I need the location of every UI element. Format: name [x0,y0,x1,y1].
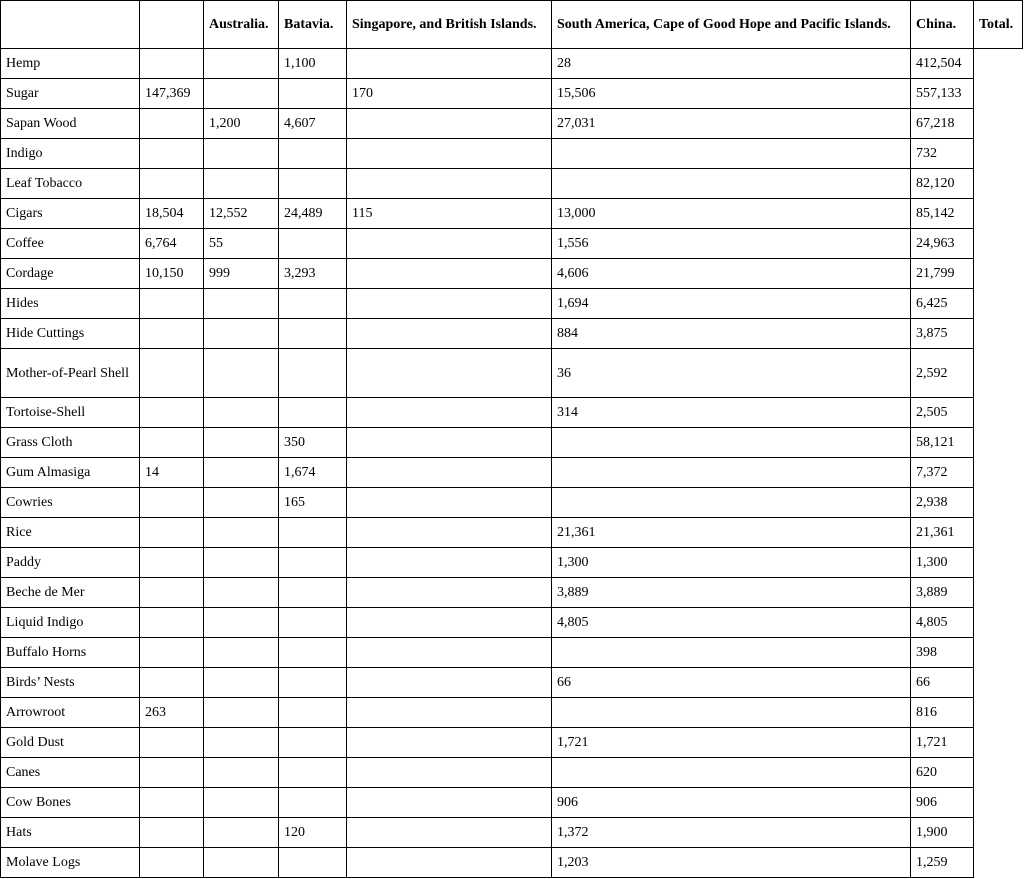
cell-item: Liquid Indigo [1,608,140,638]
cell-col-1 [140,109,204,139]
cell-batavia [279,848,347,878]
cell-australia [204,428,279,458]
cell-batavia: 24,489 [279,199,347,229]
cell-south-america: 1,300 [552,548,911,578]
cell-china: 82,120 [911,169,974,199]
table-row [1,229,1023,259]
cell-singapore [347,458,552,488]
cell-china: 6,425 [911,289,974,319]
table-row [1,818,1023,848]
cell-china: 1,900 [911,818,974,848]
cell-south-america [552,638,911,668]
cell-china: 557,133 [911,79,974,109]
cell-south-america: 1,372 [552,818,911,848]
table-row [1,289,1023,319]
cell-item: Mother-of-Pearl Shell [1,349,140,398]
header-row [1,1,1023,49]
cell-australia [204,349,279,398]
cell-col-1 [140,638,204,668]
cell-south-america: 15,506 [552,79,911,109]
cell-singapore [347,608,552,638]
cell-batavia: 120 [279,818,347,848]
cell-batavia: 1,674 [279,458,347,488]
cell-australia [204,458,279,488]
table-row [1,548,1023,578]
cell-singapore [347,668,552,698]
cell-south-america: 27,031 [552,109,911,139]
cell-batavia: 3,293 [279,259,347,289]
table-row [1,169,1023,199]
table-row [1,848,1023,878]
cell-singapore [347,109,552,139]
table-row [1,728,1023,758]
cell-total-empty [974,818,1023,848]
cell-china: 1,300 [911,548,974,578]
cell-col-1 [140,788,204,818]
cell-col-1 [140,818,204,848]
cell-total-empty [974,548,1023,578]
cell-batavia [279,608,347,638]
cell-batavia [279,548,347,578]
cell-item: Paddy [1,548,140,578]
cell-australia [204,139,279,169]
cell-total-empty [974,259,1023,289]
cell-australia [204,398,279,428]
cell-china: 7,372 [911,458,974,488]
cell-total-empty [974,319,1023,349]
cell-south-america: 1,203 [552,848,911,878]
cell-total-empty [974,49,1023,79]
table-row [1,608,1023,638]
cell-singapore [347,548,552,578]
cell-item: Beche de Mer [1,578,140,608]
cell-item: Arrowroot [1,698,140,728]
cell-singapore: 170 [347,79,552,109]
header-col-south-america: South America, Cape of Good Hope and Pacific Islands. [552,1,911,49]
cell-item: Sugar [1,79,140,109]
cell-china: 1,721 [911,728,974,758]
cell-china: 412,504 [911,49,974,79]
cell-australia: 12,552 [204,199,279,229]
cell-south-america [552,488,911,518]
cell-col-1 [140,349,204,398]
cell-singapore [347,488,552,518]
cell-china: 58,121 [911,428,974,458]
cell-singapore [347,758,552,788]
cell-item: Leaf Tobacco [1,169,140,199]
cell-batavia: 4,607 [279,109,347,139]
cell-south-america: 1,721 [552,728,911,758]
cell-item: Buffalo Horns [1,638,140,668]
header-col-1 [140,1,204,49]
cell-china: 2,592 [911,349,974,398]
cell-col-1 [140,139,204,169]
cell-singapore [347,139,552,169]
cell-col-1 [140,728,204,758]
cell-item: Coffee [1,229,140,259]
cell-batavia: 165 [279,488,347,518]
cell-south-america: 28 [552,49,911,79]
cell-singapore [347,289,552,319]
header-col-item [1,1,140,49]
cell-batavia [279,518,347,548]
cell-batavia [279,578,347,608]
cell-australia [204,758,279,788]
cell-batavia [279,319,347,349]
cell-total-empty [974,608,1023,638]
cell-batavia [279,698,347,728]
cell-china: 3,889 [911,578,974,608]
cell-item: Grass Cloth [1,428,140,458]
table-row [1,259,1023,289]
cell-south-america: 314 [552,398,911,428]
cell-col-1 [140,488,204,518]
cell-col-1: 14 [140,458,204,488]
cell-item: Tortoise-Shell [1,398,140,428]
cell-australia [204,49,279,79]
cell-col-1 [140,668,204,698]
cell-singapore [347,578,552,608]
table-row [1,488,1023,518]
cell-south-america: 4,606 [552,259,911,289]
cell-south-america: 66 [552,668,911,698]
cell-south-america [552,169,911,199]
cell-total-empty [974,398,1023,428]
cell-item: Birds’ Nests [1,668,140,698]
cell-china: 66 [911,668,974,698]
cell-australia [204,848,279,878]
cell-item: Cordage [1,259,140,289]
cell-singapore [347,788,552,818]
cell-australia [204,578,279,608]
cell-col-1 [140,758,204,788]
cell-china: 398 [911,638,974,668]
cell-south-america: 3,889 [552,578,911,608]
cell-col-1 [140,398,204,428]
table-row [1,49,1023,79]
table-row [1,458,1023,488]
cell-china: 2,938 [911,488,974,518]
table-row [1,788,1023,818]
cell-item: Molave Logs [1,848,140,878]
cell-south-america: 13,000 [552,199,911,229]
cell-total-empty [974,698,1023,728]
table-row [1,398,1023,428]
cell-south-america [552,758,911,788]
cell-col-1 [140,169,204,199]
cell-total-empty [974,728,1023,758]
cell-batavia [279,398,347,428]
cell-item: Gold Dust [1,728,140,758]
cell-singapore [347,229,552,259]
cell-col-1 [140,518,204,548]
cell-item: Hemp [1,49,140,79]
cell-australia [204,289,279,319]
cell-total-empty [974,289,1023,319]
cell-col-1 [140,608,204,638]
cell-batavia [279,668,347,698]
cell-total-empty [974,79,1023,109]
cell-batavia [279,169,347,199]
table-body [1,49,1023,878]
cell-col-1: 6,764 [140,229,204,259]
cell-australia: 999 [204,259,279,289]
header-col-total: Total. [974,1,1023,49]
cell-total-empty [974,638,1023,668]
cell-batavia [279,79,347,109]
cell-total-empty [974,758,1023,788]
header-col-australia: Australia. [204,1,279,49]
cell-item: Hides [1,289,140,319]
cell-total-empty [974,518,1023,548]
cell-singapore [347,259,552,289]
cell-batavia [279,758,347,788]
table-row [1,349,1023,398]
cell-australia [204,698,279,728]
cell-singapore [347,728,552,758]
cell-china: 67,218 [911,109,974,139]
cell-singapore [347,518,552,548]
cell-col-1 [140,49,204,79]
cell-col-1: 147,369 [140,79,204,109]
cell-china: 620 [911,758,974,788]
cell-china: 1,259 [911,848,974,878]
cell-south-america: 884 [552,319,911,349]
table-row [1,109,1023,139]
cell-item: Cowries [1,488,140,518]
cell-australia: 1,200 [204,109,279,139]
cell-item: Indigo [1,139,140,169]
cell-total-empty [974,848,1023,878]
cell-total-empty [974,578,1023,608]
cell-singapore: 115 [347,199,552,229]
cell-batavia [279,289,347,319]
cell-batavia [279,638,347,668]
cell-total-empty [974,488,1023,518]
cell-item: Cow Bones [1,788,140,818]
table-row [1,199,1023,229]
cell-singapore [347,698,552,728]
table-row [1,139,1023,169]
cell-australia [204,608,279,638]
cell-south-america [552,698,911,728]
cell-item: Canes [1,758,140,788]
cell-australia [204,818,279,848]
cell-singapore [347,818,552,848]
cell-col-1 [140,548,204,578]
cell-batavia: 1,100 [279,49,347,79]
cell-singapore [347,349,552,398]
cell-item: Rice [1,518,140,548]
cell-singapore [347,169,552,199]
cell-total-empty [974,139,1023,169]
cell-total-empty [974,109,1023,139]
cell-china: 21,361 [911,518,974,548]
cell-total-empty [974,349,1023,398]
cell-batavia [279,139,347,169]
cell-south-america: 1,694 [552,289,911,319]
cell-australia [204,169,279,199]
cell-total-empty [974,199,1023,229]
cell-australia [204,518,279,548]
cell-singapore [347,319,552,349]
cell-col-1 [140,289,204,319]
cell-south-america: 21,361 [552,518,911,548]
cell-col-1 [140,848,204,878]
table-row [1,638,1023,668]
cell-australia: 55 [204,229,279,259]
cell-china: 906 [911,788,974,818]
cell-south-america [552,428,911,458]
cell-batavia [279,349,347,398]
table-row [1,668,1023,698]
cell-item: Sapan Wood [1,109,140,139]
cell-total-empty [974,788,1023,818]
cell-australia [204,79,279,109]
cell-item: Cigars [1,199,140,229]
cell-col-1: 18,504 [140,199,204,229]
cell-total-empty [974,458,1023,488]
header-col-china: China. [911,1,974,49]
cell-singapore [347,848,552,878]
cell-south-america: 36 [552,349,911,398]
cell-china: 85,142 [911,199,974,229]
cell-item: Hats [1,818,140,848]
cell-china: 24,963 [911,229,974,259]
table-row [1,758,1023,788]
cell-col-1 [140,578,204,608]
table-row [1,428,1023,458]
table-row [1,698,1023,728]
cell-singapore [347,398,552,428]
table-row [1,578,1023,608]
table-row [1,79,1023,109]
cell-australia [204,548,279,578]
cell-col-1 [140,319,204,349]
cell-singapore [347,638,552,668]
cell-total-empty [974,169,1023,199]
cell-australia [204,728,279,758]
cell-australia [204,488,279,518]
cell-australia [204,319,279,349]
header-col-batavia: Batavia. [279,1,347,49]
cell-col-1: 263 [140,698,204,728]
cell-batavia: 350 [279,428,347,458]
cell-australia [204,788,279,818]
cell-col-1: 10,150 [140,259,204,289]
cell-batavia [279,229,347,259]
cell-item: Hide Cuttings [1,319,140,349]
cell-batavia [279,788,347,818]
cell-south-america: 1,556 [552,229,911,259]
cell-total-empty [974,428,1023,458]
cell-batavia [279,728,347,758]
cell-col-1 [140,428,204,458]
table-row [1,518,1023,548]
cell-south-america: 4,805 [552,608,911,638]
cell-total-empty [974,229,1023,259]
cell-australia [204,668,279,698]
cell-china: 2,505 [911,398,974,428]
header-col-singapore: Singapore, and British Islands. [347,1,552,49]
cell-south-america [552,458,911,488]
cell-australia [204,638,279,668]
cell-singapore [347,49,552,79]
cell-china: 3,875 [911,319,974,349]
cell-south-america: 906 [552,788,911,818]
cell-singapore [347,428,552,458]
cell-china: 21,799 [911,259,974,289]
cell-item: Gum Almasiga [1,458,140,488]
table-row [1,319,1023,349]
cell-china: 4,805 [911,608,974,638]
cell-china: 732 [911,139,974,169]
cell-total-empty [974,668,1023,698]
cell-south-america [552,139,911,169]
cell-china: 816 [911,698,974,728]
